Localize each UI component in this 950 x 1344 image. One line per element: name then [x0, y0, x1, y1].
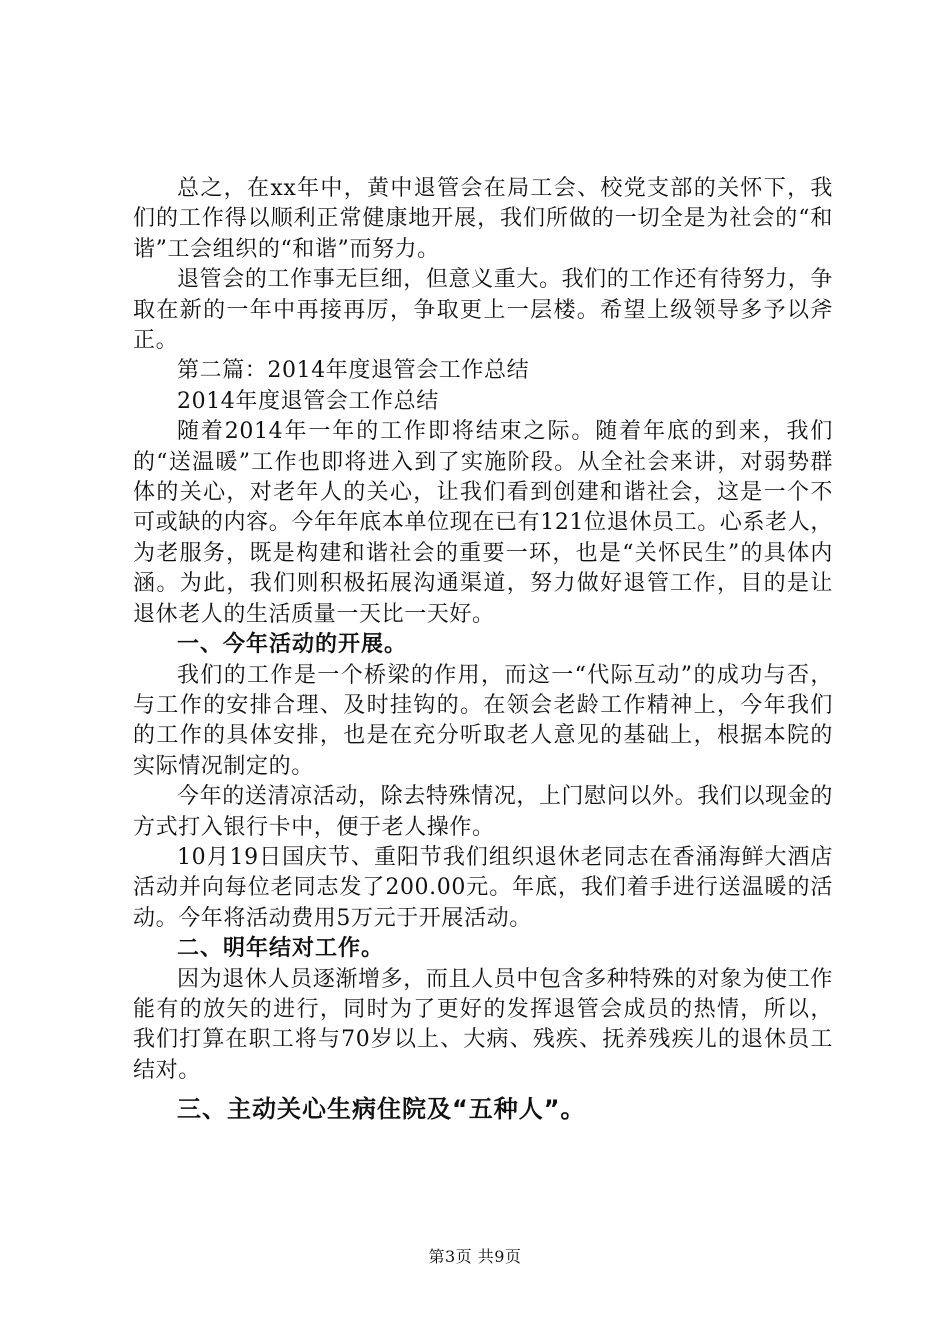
heading-care-hospitalized: 三、主动关心生病住院及“五种人”。	[177, 1095, 586, 1124]
paragraph-introduction: 随着2014年一年的工作即将结束之际。随着年底的到来，我们的“送温暖”工作也即将进入到了实施阶段。从全社会来讲，对弱势群体的关心，对老年人的关心，让我们看到创建和谐社会，这是一个不可或缺的内容。今年年底本单位现在已有121位退休员工。心系老人，为老服务，既是构建和谐社会的重要一环，也是“关怀民生”的具体内涵。为此，我们则积极拓展沟通渠道，努力做好退管工作，目的是让退休老人的生活质量一天比一天好。	[133, 419, 833, 627]
page-number-footer: 第3页 共9页	[428, 1247, 522, 1266]
heading-activities: 一、今年活动的开展。	[177, 632, 408, 658]
document-title: 2014年度退管会工作总结	[177, 388, 439, 414]
paragraph-outlook: 退管会的工作事无巨细，但意义重大。我们的工作还有待努力，争取在新的一年中再接再厉，争取更上一层楼。希望上级领导多予以斧正。	[133, 267, 833, 354]
paragraph-bridge-role: 我们的工作是一个桥梁的作用，而这一“代际互动”的成功与否，与工作的安排合理、及时挂钩的。在领会老龄工作精神上，今年我们的工作的具体安排，也是在充分听取老人意见的基础上，根据本院的实际情况制定的。	[133, 662, 833, 779]
paragraph-summer-activity: 今年的送清凉活动，除去特殊情况，上门慰问以外。我们以现金的方式打入银行卡中，便于老人操作。	[133, 784, 833, 840]
section-title: 第二篇：2014年度退管会工作总结	[177, 358, 530, 384]
paragraph-october-event: 10月19日国庆节、重阳节我们组织退休老同志在香涌海鲜大酒店活动并向每位老同志发了200.00元。年底，我们着手进行送温暖的活动。今年将活动费用5万元于开展活动。	[133, 844, 833, 931]
document-body	[133, 174, 833, 1126]
paragraph-summary: 总之，在xx年中，黄中退管会在局工会、校党支部的关怀下，我们的工作得以顺利正常健康地开展，我们所做的一切全是为社会的“和谐”工会组织的“和谐”而努力。	[133, 176, 833, 262]
paragraph-pairing-plan: 因为退休人员逐渐增多，而且人员中包含多种特殊的对象为使工作能有的放矢的进行，同时为了更好的发挥退管会成员的热情，所以，我们打算在职工将与70岁以上、大病、残疾、抚养残疾儿的退休员工结对。	[133, 966, 833, 1083]
heading-pairing-work: 二、明年结对工作。	[177, 936, 385, 962]
